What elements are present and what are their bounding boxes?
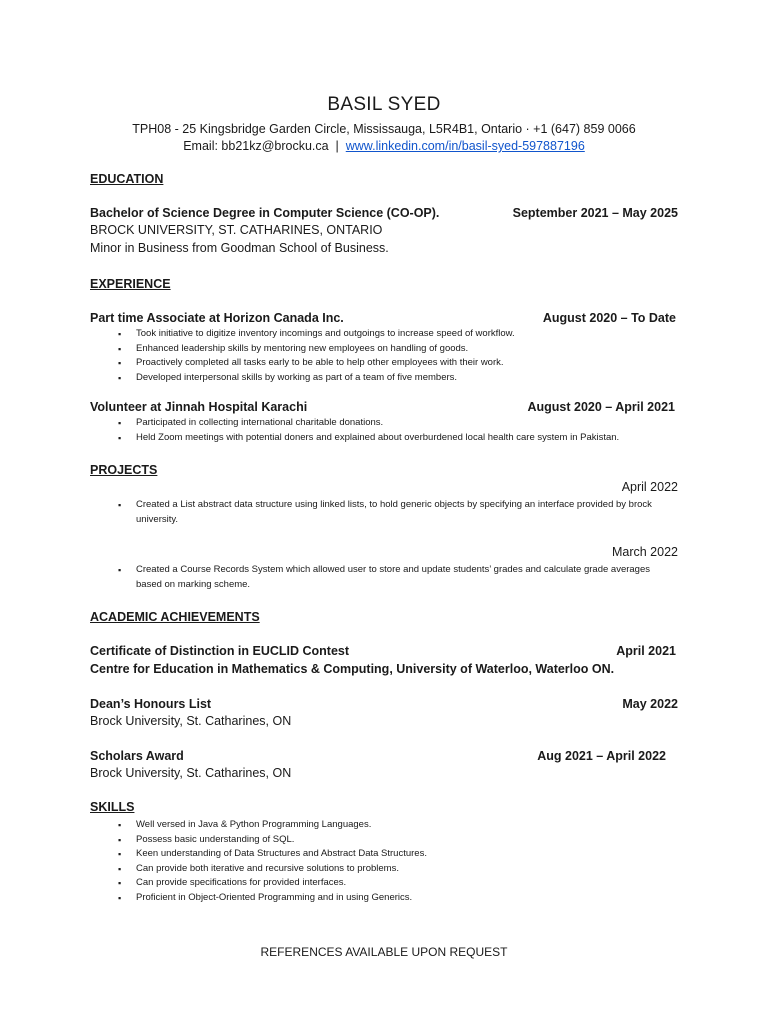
skills-bullets — [118, 818, 688, 905]
list-item: ▪ Can provide both iterative and recursive solutions to problems. — [118, 862, 688, 877]
job-role: Volunteer at Jinnah Hospital Karachi — [90, 400, 308, 414]
achievement-name: Scholars Award — [90, 749, 184, 763]
skills-heading: SKILLS — [90, 800, 135, 814]
email-line — [0, 139, 768, 153]
email-text: Email: bb21kz@brocku.ca | — [183, 139, 346, 153]
achievement-date: April 2021 — [616, 644, 676, 658]
list-item: ▪ Developed interpersonal skills by working as part of a team of five members. — [118, 371, 688, 386]
job-dates: August 2020 – April 2021 — [527, 400, 675, 414]
job-bullets — [118, 327, 688, 385]
project-date: March 2022 — [611, 545, 678, 559]
experience-heading: EXPERIENCE — [90, 277, 171, 291]
achievement-detail: Brock University, St. Catharines, ON — [90, 714, 292, 728]
references-note: REFERENCES AVAILABLE UPON REQUEST — [260, 945, 508, 959]
degree-title: Bachelor of Science Degree in Computer Science (CO-OP). — [90, 206, 440, 220]
list-item: ▪ Created a List abstract data structure using linked lists, to hold generic objects by specifying an interface provided by brock university. — [118, 498, 678, 527]
job-dates: August 2020 – To Date — [542, 311, 676, 325]
project-bullets — [118, 563, 678, 592]
achievement-name: Certificate of Distinction in EUCLID Contest — [90, 644, 350, 658]
linkedin-link[interactable]: www.linkedin.com/in/basil-syed-597887196 — [345, 139, 585, 153]
project-bullets — [118, 498, 678, 527]
education-heading: EDUCATION — [90, 172, 164, 186]
address-line: TPH08 - 25 Kingsbridge Garden Circle, Mississauga, L5R4B1, Ontario · +1 (647) 859 0066 — [132, 122, 636, 136]
first-name: BASIL — [327, 94, 383, 115]
achievement-name: Dean’s Honours List — [90, 697, 212, 711]
projects-heading: PROJECTS — [90, 463, 158, 477]
list-item: ▪ Enhanced leadership skills by mentoring new employees on handling of goods. — [118, 342, 688, 357]
list-item: ▪ Keen understanding of Data Structures and Abstract Data Structures. — [118, 847, 688, 862]
job-role: Part time Associate at Horizon Canada Inc. — [90, 311, 344, 325]
achievement-date: Aug 2021 – April 2022 — [537, 749, 666, 763]
list-item: ▪ Possess basic understanding of SQL. — [118, 833, 688, 848]
degree-dates: September 2021 – May 2025 — [512, 206, 678, 220]
list-item: ▪ Can provide specifications for provided interfaces. — [118, 876, 688, 891]
achievements-heading: ACADEMIC ACHIEVEMENTS — [90, 610, 260, 624]
list-item: ▪ Well versed in Java & Python Programming Languages. — [118, 818, 688, 833]
job-bullets — [118, 416, 688, 445]
school-name: BROCK UNIVERSITY, ST. CATHARINES, ONTARIO — [90, 223, 383, 237]
candidate-name — [0, 94, 768, 116]
list-item: ▪ Created a Course Records System which allowed user to store and update students’ grades and calculate grade averages based on marking scheme. — [118, 563, 678, 592]
list-item: ▪ Participated in collecting international charitable donations. — [118, 416, 688, 431]
list-item: ▪ Proactively completed all tasks early to be able to help other employees with their work. — [118, 356, 688, 371]
list-item: ▪ Proficient in Object-Oriented Programming and in using Generics. — [118, 891, 688, 906]
achievement-date: May 2022 — [622, 697, 678, 711]
resume-header — [0, 94, 768, 153]
last-name: SYED — [387, 94, 441, 115]
achievement-detail: Centre for Education in Mathematics & Computing, University of Waterloo, Waterloo ON. — [90, 662, 615, 676]
list-item: ▪ Took initiative to digitize inventory incomings and outgoings to increase speed of workflow. — [118, 327, 688, 342]
project-date: April 2022 — [621, 480, 678, 494]
list-item: ▪ Held Zoom meetings with potential doners and explained about overburdened local health care system in Pakistan. — [118, 431, 688, 446]
minor-line: Minor in Business from Goodman School of Business. — [90, 241, 389, 255]
achievement-detail: Brock University, St. Catharines, ON — [90, 766, 292, 780]
